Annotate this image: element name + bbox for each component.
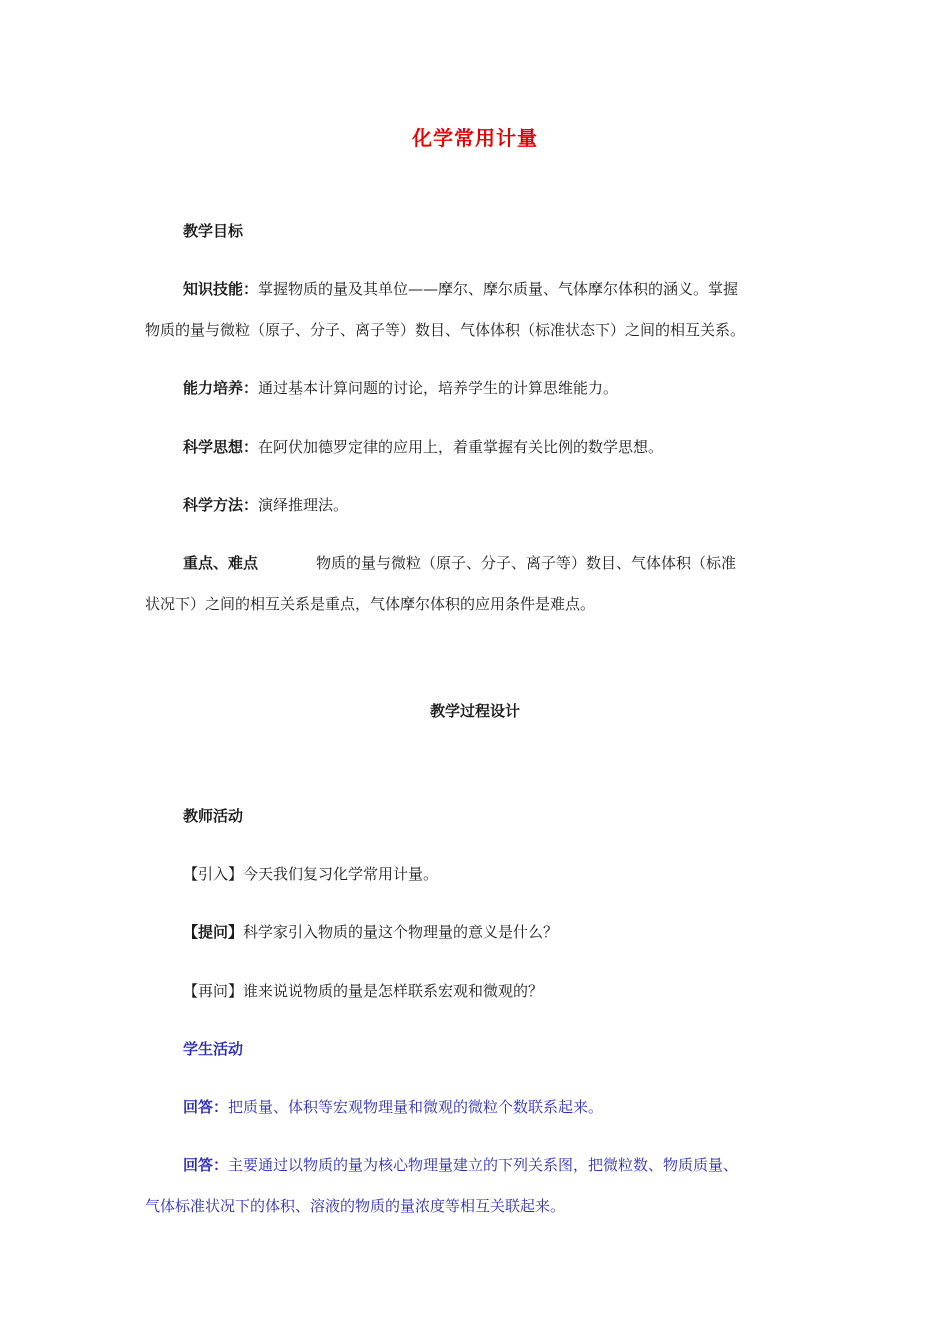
key-points-label: 重点、难点 [183, 554, 259, 572]
key-points-line-2: 状况下）之间的相互关系是重点，气体摩尔体积的应用条件是难点。 [145, 595, 596, 613]
thought-label: 科学思想： [183, 438, 259, 456]
knowledge-label: 知识技能： [183, 280, 259, 298]
answer-2-line-2: 气体标准状况下的体积、溶液的物质的量浓度等相互关联起来。 [145, 1197, 566, 1215]
knowledge-line-2: 物质的量与微粒（原子、分子、离子等）数目、气体体积（标准状态下）之间的相互关系。 [145, 321, 746, 339]
answer-1-line [183, 1097, 823, 1117]
key-points-line-1 [183, 553, 823, 573]
method-line [183, 495, 823, 515]
ability-label: 能力培养： [183, 379, 259, 397]
reask-line [183, 981, 823, 1001]
answer-2-text-1: 主要通过以物质的量为核心物理量建立的下列关系图，把微粒数、物质质量、 [228, 1156, 739, 1174]
intro-tag: 【引入】 [183, 865, 244, 883]
answer-1-text: 把质量、体积等宏观物理量和微观的微粒个数联系起来。 [228, 1098, 604, 1116]
ask-tag: 【提问】 [183, 923, 244, 941]
intro-line [183, 864, 823, 884]
goals-heading: 教学目标 [183, 222, 244, 240]
student-heading: 学生活动 [183, 1040, 244, 1058]
knowledge-line-1 [183, 279, 823, 299]
answer-2-line-1 [183, 1155, 823, 1175]
knowledge-text-1: 掌握物质的量及其单位——摩尔、摩尔质量、气体摩尔体积的涵义。掌握 [258, 280, 739, 298]
ability-text: 通过基本计算问题的讨论，培养学生的计算思维能力。 [258, 379, 619, 397]
teacher-heading: 教师活动 [183, 807, 244, 825]
answer-2-label: 回答： [183, 1156, 229, 1174]
ask-text: 科学家引入物质的量这个物理量的意义是什么？ [243, 923, 559, 941]
intro-text: 今天我们复习化学常用计量。 [243, 865, 439, 883]
process-heading: 教学过程设计 [429, 702, 520, 720]
ability-line [183, 378, 823, 398]
ask-line [183, 922, 823, 942]
method-text: 演绎推理法。 [258, 496, 349, 514]
reask-text: 谁来说说物质的量是怎样联系宏观和微观的？ [243, 982, 544, 1000]
thought-line [183, 437, 823, 457]
answer-1-label: 回答： [183, 1098, 229, 1116]
method-label: 科学方法： [183, 496, 259, 514]
key-points-text-1: 物质的量与微粒（原子、分子、离子等）数目、气体体积（标准 [316, 554, 737, 572]
thought-text: 在阿伏加德罗定律的应用上，着重掌握有关比例的数学思想。 [258, 438, 664, 456]
reask-tag: 【再问】 [183, 982, 244, 1000]
document-title: 化学常用计量 [412, 126, 538, 150]
